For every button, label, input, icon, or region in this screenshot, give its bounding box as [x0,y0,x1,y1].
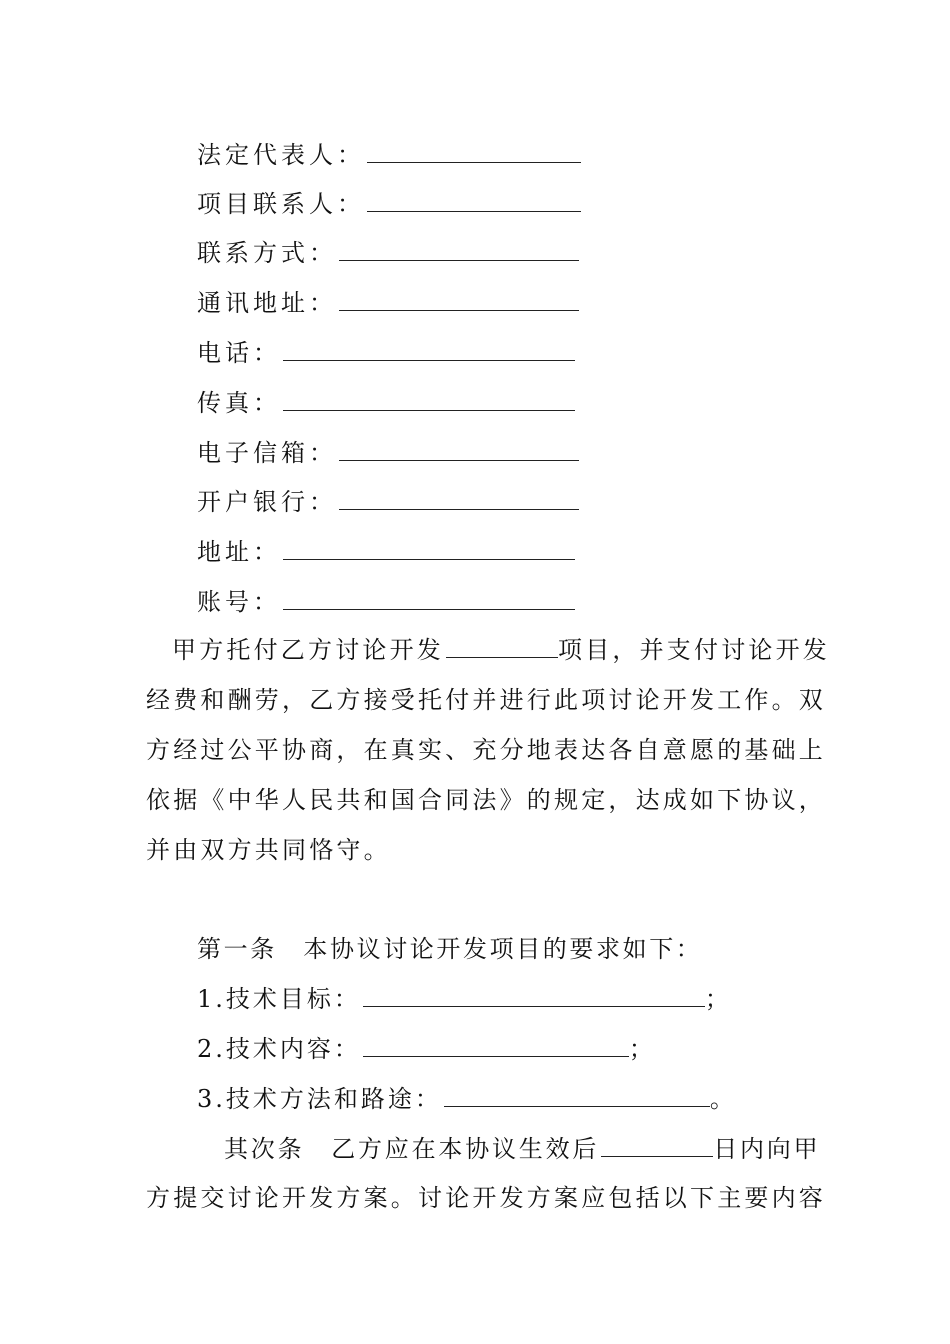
field-account [197,585,575,619]
article-1-item-2 [197,1032,656,1066]
item-end: ； [704,985,732,1013]
field-phone [197,336,575,370]
field-mailing-address [197,286,579,320]
field-contact-method [197,236,579,270]
field-label: 传真： [197,389,281,417]
field-label: 电话： [197,339,281,367]
intro-text: 经费和酬劳，乙方接受托付并进行此项讨论开发工作。双 [146,686,826,714]
article-2-line-2 [146,1181,826,1215]
field-label: 开户银行： [197,488,337,516]
blank-line [283,386,575,411]
field-fax [197,386,575,420]
intro-text: 依据《中华人民共和国合同法》的规定，达成如下协议， [146,786,826,814]
intro-text: 甲方托付乙方讨论开发 [172,636,444,664]
article-text: 方提交讨论开发方案。讨论开发方案应包括以下主要内容 [146,1184,826,1212]
field-label: 联系方式： [197,239,337,267]
blank-line [283,585,575,610]
blank-line [363,982,705,1007]
field-label: 地址： [197,538,281,566]
article-1-item-3 [197,1082,737,1116]
field-label: 法定代表人： [197,141,365,169]
item-end: 。 [709,1085,737,1113]
blank-line [339,286,579,311]
blank-line [283,535,575,560]
field-label: 账号： [197,588,281,616]
blank-line [363,1032,629,1057]
item-label: 1.技术目标： [197,985,361,1013]
item-label: 3.技术方法和路途： [197,1085,442,1113]
intro-line-2 [146,683,826,717]
article-text: 其次条 乙方应在本协议生效后 [224,1135,600,1163]
blank-line [444,1082,710,1107]
field-legal-representative [197,138,581,172]
field-label: 项目联系人： [197,190,365,218]
field-email [197,436,579,470]
intro-line-4 [146,783,826,817]
intro-line-3 [146,733,826,767]
blank-line [367,187,581,212]
field-address [197,535,575,569]
article-text: 日内向甲 [713,1135,821,1163]
intro-line-5 [146,833,808,867]
field-label: 通讯地址： [197,289,337,317]
intro-line-1 [172,633,834,667]
field-label: 电子信箱： [197,439,337,467]
blank-line [283,336,575,361]
blank-line [339,436,579,461]
blank-line [339,485,579,510]
article-1-item-1 [197,982,732,1016]
blank-line [367,138,581,163]
intro-text: 项目，并支付讨论开发 [558,636,830,664]
blank-line [601,1132,713,1157]
blank-line [446,633,558,658]
intro-text: 方经过公平协商，在真实、充分地表达各自意愿的基础上 [146,736,826,764]
field-bank [197,485,579,519]
blank-line [339,236,579,261]
article-2-line-1 [224,1132,886,1166]
article-1-heading [197,932,702,966]
item-label: 2.技术内容： [197,1035,361,1063]
field-project-contact [197,187,581,221]
item-end: ； [628,1035,656,1063]
intro-text: 并由双方共同恪守。 [146,836,391,864]
article-heading-text: 第一条 本协议讨论开发项目的要求如下： [197,935,703,963]
